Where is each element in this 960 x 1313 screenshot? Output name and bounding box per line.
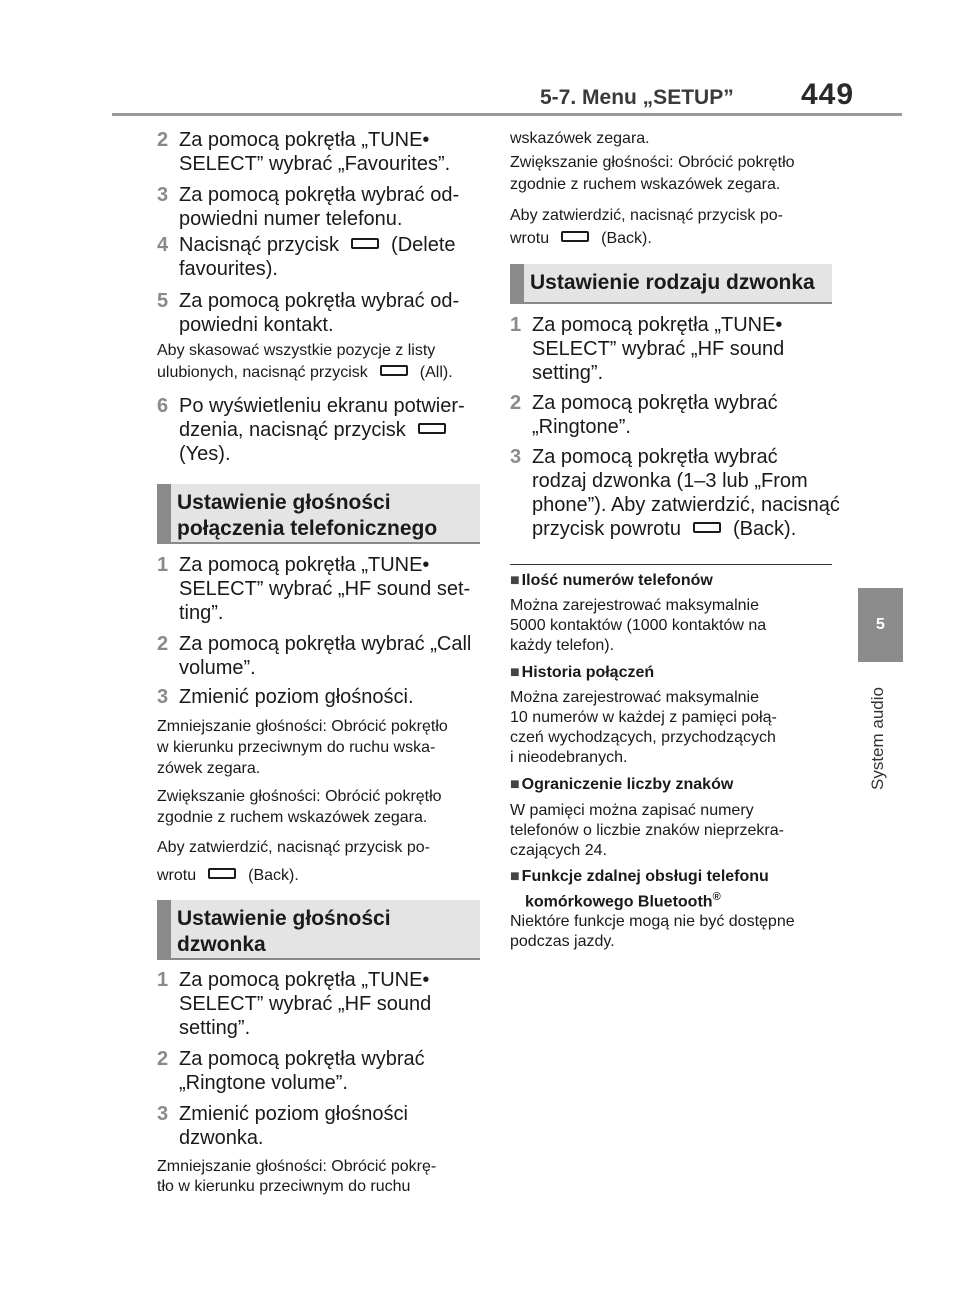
note-line: Zmniejszanie głośności: Obrócić pokrętło [157,718,448,735]
note-text [510,152,840,196]
button-icon [208,868,236,879]
step-text: Za pomocą pokrętła wybrać od- [179,290,460,312]
info-line: telefonów o liczbie znaków nieprzekra- [510,822,784,839]
note-line: zgodnie z ruchem wskazówek zegara. [157,809,428,826]
button-icon [380,365,408,376]
step-number: 3 [157,1103,169,1125]
info-line: i nieodebranych. [510,749,628,766]
square-bullet-icon: ■ [510,868,520,885]
step-item [157,632,487,680]
info-line: 10 numerów w każdej z pamięci połą- [510,709,777,726]
info-line: Można zarejestrować maksymalnie [510,597,759,614]
step-text: volume”. [179,657,256,679]
step-number: 2 [157,633,169,655]
note-line: Aby zatwierdzić, nacisnąć przycisk po- [157,839,430,856]
note-text: wskazówek zegara. [510,130,650,147]
step-text-part: (Delete [391,234,456,256]
note-text [157,834,487,890]
info-line: 5000 kontaktów (1000 kontaktów na [510,617,767,634]
info-title [510,663,840,683]
step-item [157,1102,487,1150]
note-line: zówek zegara. [157,760,261,777]
step-text [157,418,487,442]
step-text: SELECT” wybrać „HF sound [532,338,785,360]
step-text: SELECT” wybrać „Favourites”. [179,153,451,175]
info-title-text: Ograniczenie liczby znaków [521,776,734,793]
step-text: Za pomocą pokrętła wybrać [532,446,778,468]
step-text: ting”. [179,602,224,624]
step-text: Zmienić poziom głośności. [179,686,414,708]
step-number: 3 [157,686,169,708]
step-item [157,553,487,625]
section-heading [157,900,480,960]
step-text: SELECT” wybrać „HF sound set- [179,578,471,600]
square-bullet-icon: ■ [510,664,520,681]
step-text [157,233,487,257]
step-number: 2 [510,392,522,414]
note-part: (All). [419,364,453,381]
step-number: 1 [157,969,169,991]
info-body [510,596,840,656]
chapter-label [868,670,890,790]
step-text: phone”). Aby zatwierdzić, nacisnąć [532,494,840,516]
section-heading-line: połączenia telefonicznego [177,517,438,540]
note-part: ulubionych, nacisnąć przycisk [157,364,368,381]
info-title-line [510,867,840,887]
step-text: Za pomocą pokrętła wybrać od- [179,184,460,206]
info-title [510,775,840,795]
divider [510,564,832,565]
step-text: Zmienić poziom głośności [179,1103,408,1125]
step-item [157,394,487,466]
step-item [157,685,487,709]
step-text: Po wyświetleniu ekranu potwier- [179,395,465,417]
button-icon [561,231,589,242]
info-title-text: Ilość numerów telefonów [521,572,713,589]
step-item [157,289,487,337]
step-text: Za pomocą pokrętła wybrać [532,392,778,414]
note-text [157,786,487,828]
chapter-tab: 5 [858,588,903,662]
section-heading-line: Ustawienie głośności [177,907,391,930]
note-line: w kierunku przeciwnym do ruchu wska- [157,739,436,756]
info-line: W pamięci można zapisać numery [510,802,754,819]
note-line: zgodnie z ruchem wskazówek zegara. [510,176,781,193]
note-line: Zwiększanie głośności: Obrócić pokrętło [157,788,442,805]
step-number: 1 [510,314,522,336]
square-bullet-icon: ■ [510,776,520,793]
section-heading-line: dzwonka [177,933,266,956]
note-part: (Back). [601,230,652,247]
info-line: Można zarejestrować maksymalnie [510,689,759,706]
step-text: Za pomocą pokrętła wybrać [179,1048,425,1070]
button-icon [418,423,446,434]
step-text: Za pomocą pokrętła wybrać „Call [179,633,472,655]
step-text: dzwonka. [179,1127,264,1149]
step-text: Za pomocą pokrętła „TUNE• [532,314,783,336]
step-text: Za pomocą pokrętła „TUNE• [179,554,430,576]
registered-mark: ® [712,891,721,903]
step-number: 2 [157,129,169,151]
info-title [510,867,840,912]
step-number: 2 [157,1048,169,1070]
note-line [157,362,487,384]
info-line: Niektóre funkcje mogą nie być dostępne [510,913,795,930]
info-title-text: Funkcje zdalnej obsługi telefonu [521,868,769,885]
step-text: Za pomocą pokrętła „TUNE• [179,969,430,991]
note-text [510,204,840,250]
info-title-text: komórkowego Bluetooth [525,893,713,911]
running-header-title: 5-7. Menu „SETUP” [540,86,734,109]
section-heading [157,484,480,544]
note-line: Zmniejszanie głośności: Obrócić pokrę- [157,1158,437,1175]
step-item [157,128,487,176]
note-part: wrotu [510,230,550,247]
info-body [510,912,840,952]
info-body [510,801,840,861]
info-body [510,688,840,768]
step-text: powiedni kontakt. [179,314,334,336]
step-text: „Ringtone volume”. [179,1072,348,1094]
step-text: rodzaj dzwonka (1–3 lub „From [532,470,808,492]
note-text [157,716,487,779]
step-number: 3 [157,184,169,206]
step-number: 3 [510,446,522,468]
step-text: „Ringtone”. [532,416,631,438]
note-text [157,1157,487,1197]
note-line: Zwiększanie głośności: Obrócić pokrętło [510,154,795,171]
note-line [510,227,840,250]
section-heading [510,264,832,304]
chapter-label-text: System audio [868,687,887,790]
info-title-line [510,887,840,912]
note-line: Aby zatwierdzić, nacisnąć przycisk po- [510,207,783,224]
step-item [157,183,487,231]
step-item [157,233,487,281]
step-item [510,391,840,439]
step-number: 4 [157,234,169,256]
step-text: SELECT” wybrać „HF sound [179,993,432,1015]
note-line: tło w kierunku przeciwnym do ruchu [157,1178,411,1195]
info-title [510,571,840,591]
step-item [157,968,487,1040]
step-text-part: dzenia, nacisnąć przycisk [179,419,406,441]
note-part: (Back). [248,867,299,884]
step-text: setting”. [532,362,604,384]
note-line [157,862,487,890]
step-text [510,517,840,541]
page-number: 449 [801,78,855,111]
step-text-part: (Back). [732,518,797,540]
note-text [157,340,487,384]
square-bullet-icon: ■ [510,572,520,589]
info-line: każdy telefon). [510,637,615,654]
note-part: wrotu [157,867,197,884]
step-text: setting”. [179,1017,251,1039]
info-line: podczas jazdy. [510,933,615,950]
info-line: czeń wychodzących, przychodzących [510,729,776,746]
step-text: Za pomocą pokrętła „TUNE• [179,129,430,151]
step-item [510,313,840,385]
step-number: 1 [157,554,169,576]
step-number: 5 [157,290,169,312]
step-text-part: przycisk powrotu [532,518,681,540]
section-heading-line: Ustawienie głośności [177,491,391,514]
step-text-part: Nacisnąć przycisk [179,234,340,256]
step-number: 6 [157,395,169,417]
step-text: favourites). [179,258,278,280]
note-line: Aby skasować wszystkie pozycje z listy [157,342,436,359]
step-text: (Yes). [179,443,231,465]
info-title-text: Historia połączeń [521,664,655,681]
step-item [510,445,840,541]
step-item [157,1047,487,1095]
step-text: powiedni numer telefonu. [179,208,403,230]
info-line: czających 24. [510,842,607,859]
button-icon [351,238,379,249]
header-rule [112,113,902,116]
section-heading-line: Ustawienie rodzaju dzwonka [530,271,815,294]
button-icon [693,522,721,533]
